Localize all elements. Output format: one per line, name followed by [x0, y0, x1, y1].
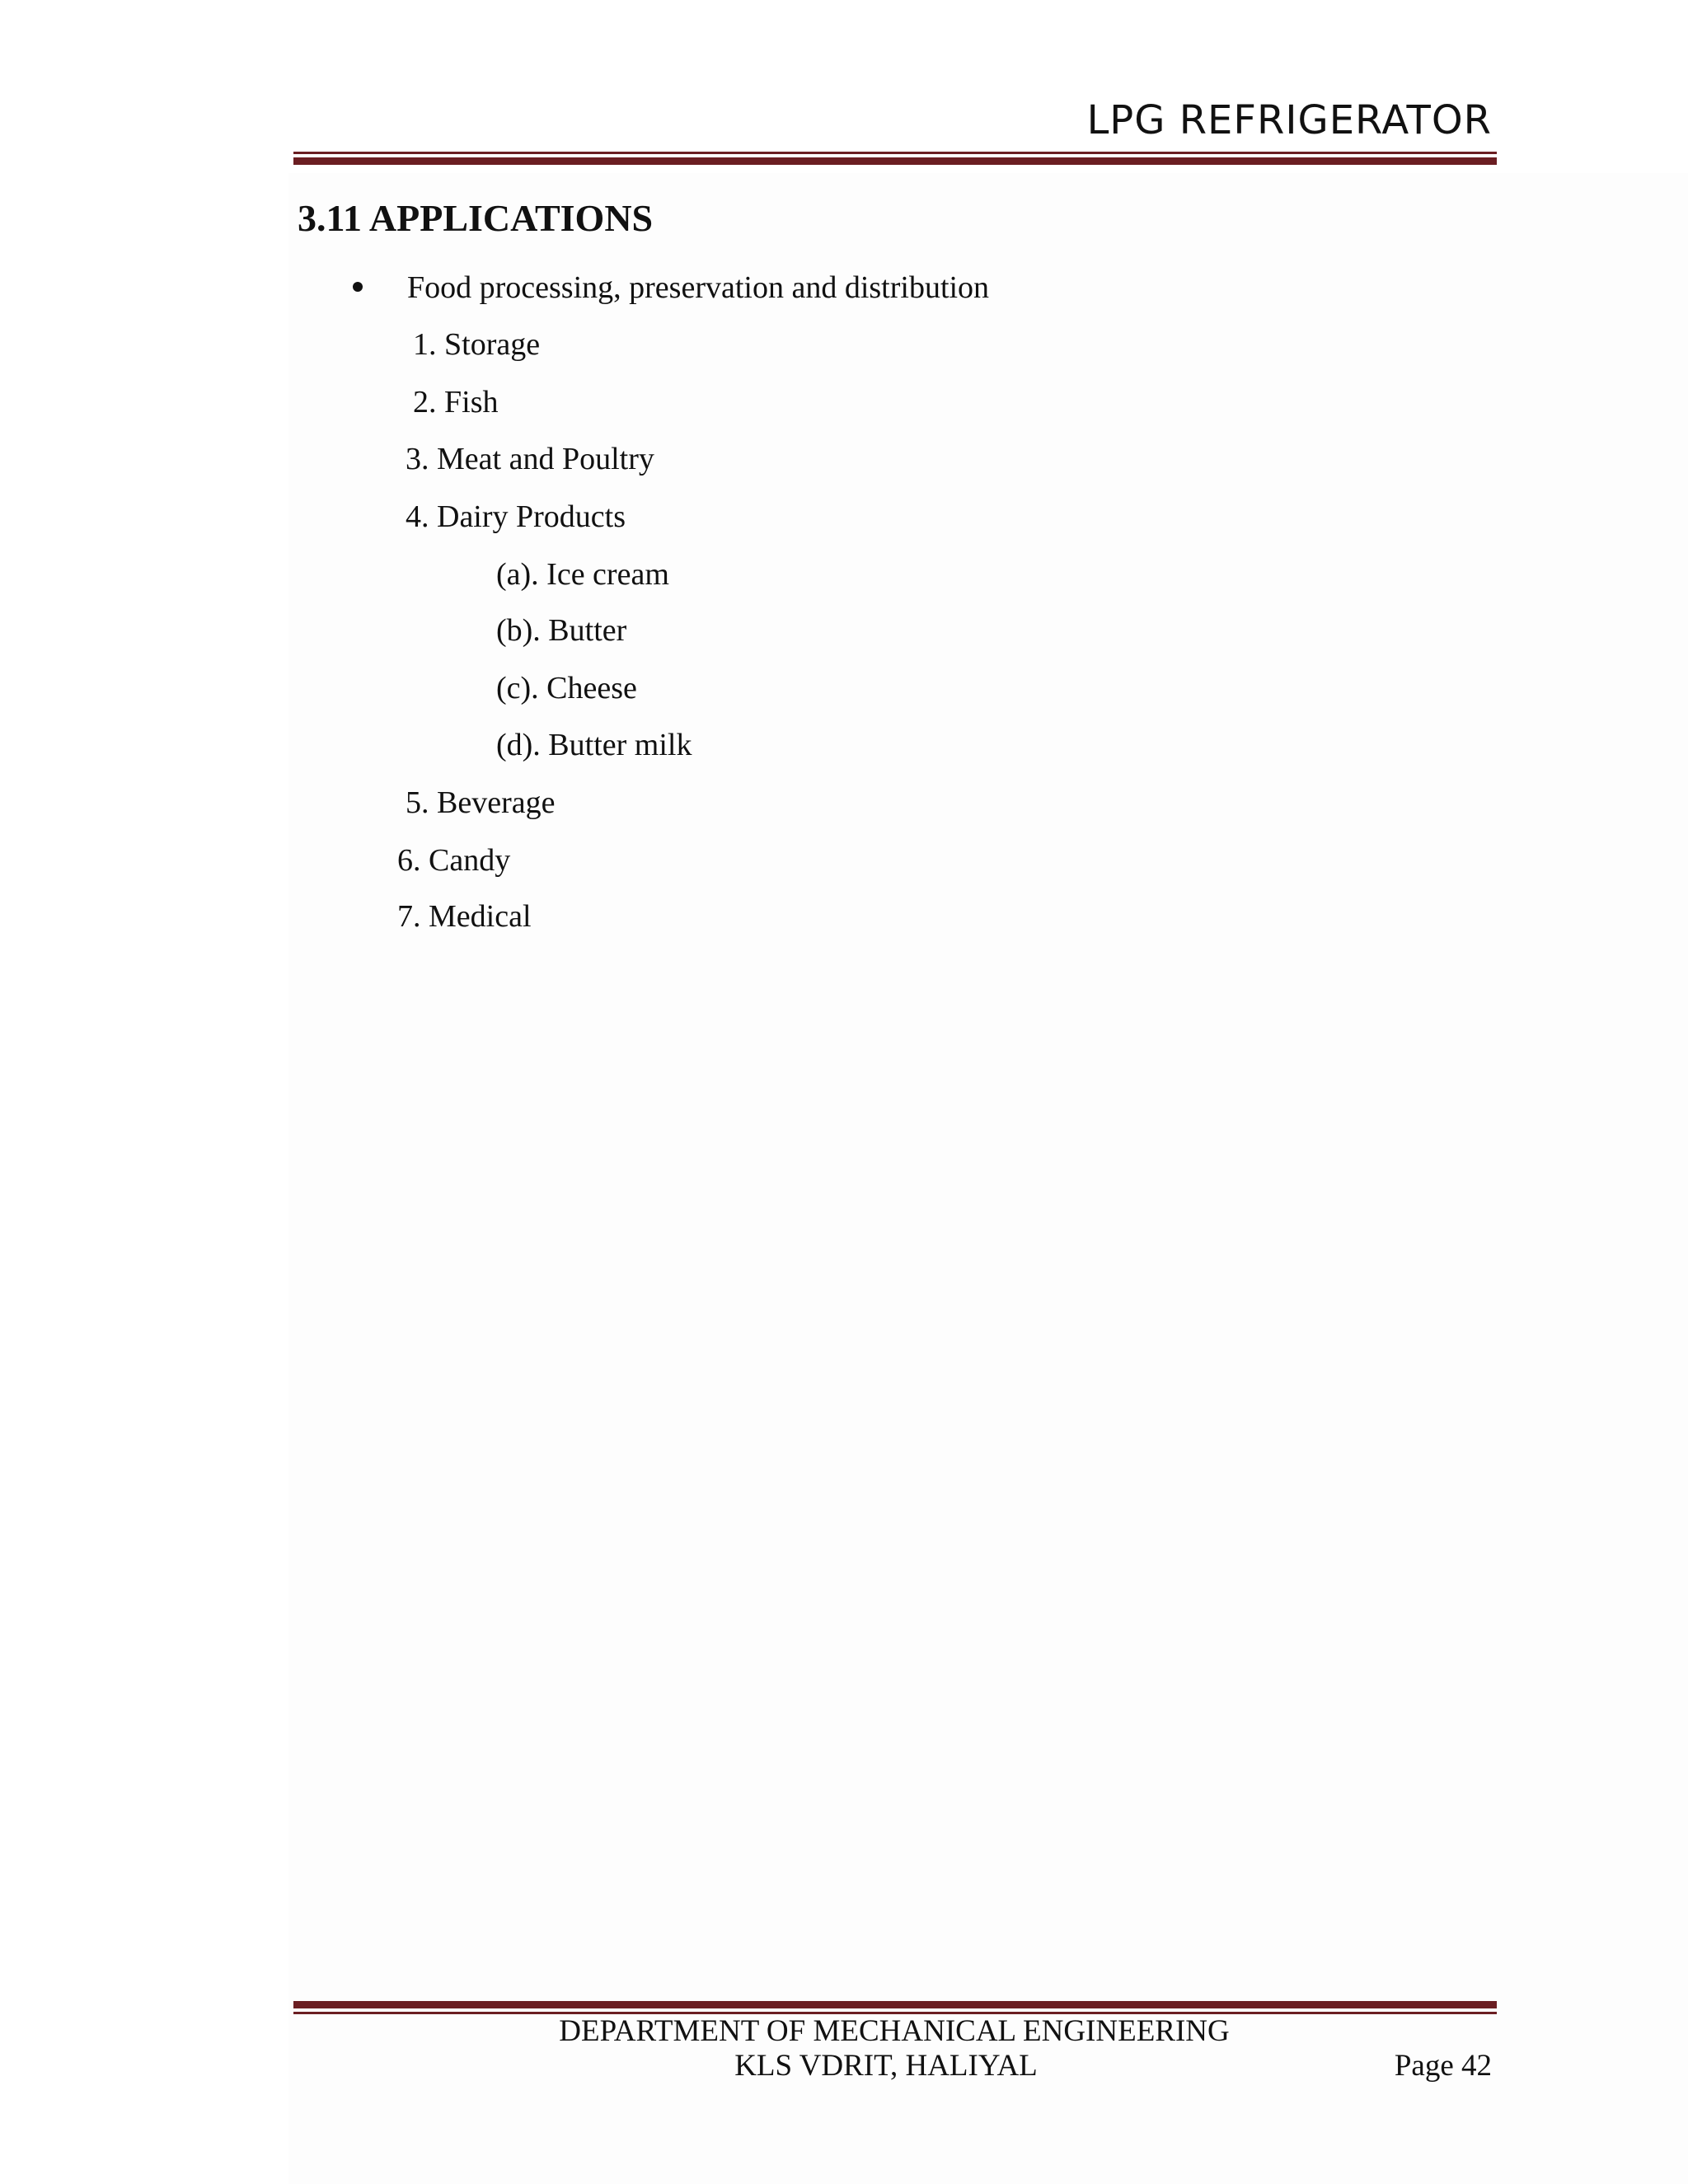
sub-item-ice-cream: (a). Ice cream — [496, 557, 669, 592]
list-item-storage: 1. Storage — [413, 327, 541, 362]
list-item-meat-and-poultry: 3. Meat and Poultry — [406, 442, 654, 476]
sub-item-butter: (b). Butter — [496, 613, 627, 648]
list-item-fish: 2. Fish — [413, 385, 499, 419]
sub-item-butter-milk: (d). Butter milk — [496, 728, 692, 762]
list-item-dairy-products: 4. Dairy Products — [406, 499, 626, 534]
bullet-icon — [353, 282, 363, 292]
header-rule — [293, 152, 1497, 165]
sub-item-cheese: (c). Cheese — [496, 671, 637, 705]
footer-rule — [293, 2001, 1497, 2014]
list-item-beverage: 5. Beverage — [406, 785, 556, 820]
bullet-text: Food processing, preservation and distribution — [407, 270, 990, 305]
page-number: Page 42 — [1394, 2049, 1492, 2083]
section-title: 3.11 APPLICATIONS — [298, 197, 654, 239]
footer-department: DEPARTMENT OF MECHANICAL ENGINEERING — [559, 2014, 1230, 2048]
list-item-medical: 7. Medical — [397, 899, 532, 934]
footer-college: KLS VDRIT, HALIYAL — [734, 2049, 1038, 2083]
bullet-item — [353, 269, 989, 306]
list-item-candy: 6. Candy — [397, 843, 511, 878]
running-header: LPG REFRIGERATOR — [1086, 97, 1492, 143]
